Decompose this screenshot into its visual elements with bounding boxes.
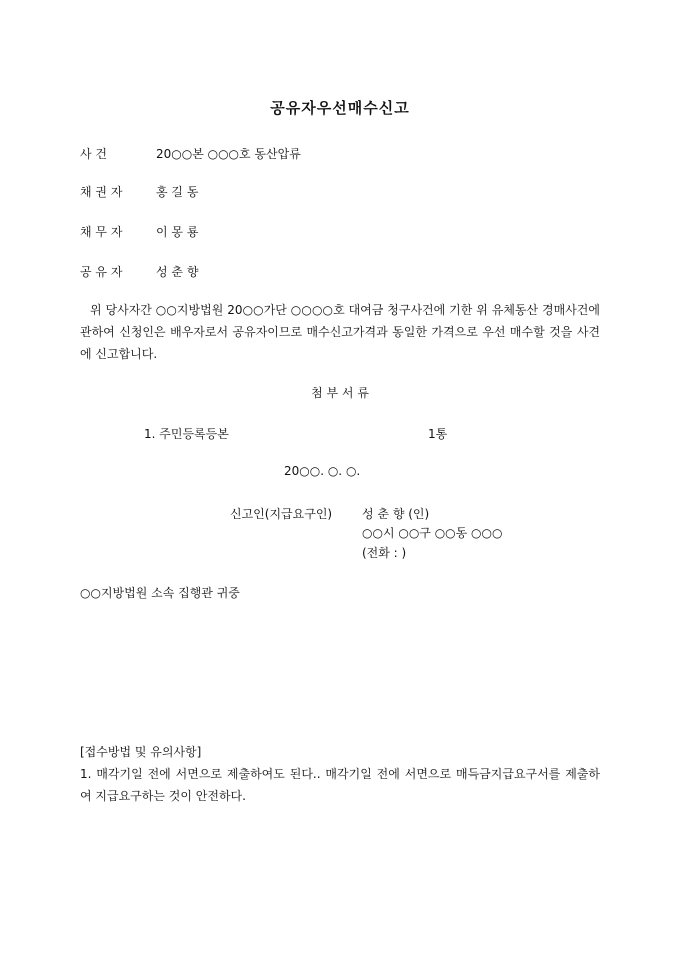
applicant-address: ○○시 ○○구 ○○동 ○○○ — [362, 526, 503, 540]
notes-heading: [접수방법 및 유의사항] — [80, 745, 202, 759]
field-label-co-owner: 공 유 자 — [80, 265, 123, 279]
date-line: 20○○. ○. ○. — [284, 464, 361, 478]
field-value-creditor: 홍 길 동 — [156, 185, 199, 199]
document-title: 공유자우선매수신고 — [270, 99, 410, 117]
field-value-debtor: 이 몽 룡 — [156, 225, 199, 239]
field-label-debtor: 채 무 자 — [80, 225, 123, 239]
recipient-line: ○○지방법원 소속 집행관 귀중 — [80, 586, 240, 600]
applicant-phone: (전화 : ) — [362, 546, 407, 560]
field-label-creditor: 채 권 자 — [80, 185, 123, 199]
notes-text: 1. 매각기일 전에 서면으로 제출하여도 된다.. 매각기일 전에 서면으로 매득금지급요구서를 제출하여 지급요구하는 것이 안전하다. — [80, 767, 600, 803]
field-value-case: 20○○본 ○○○호 동산압류 — [156, 147, 301, 161]
attachments-heading: 첨 부 서 류 — [311, 386, 369, 400]
body-paragraph: 위 당사자간 ○○지방법원 20○○가단 ○○○○호 대여금 청구사건에 기한 위 유체동산 경매사건에 관하여 신청인은 배우자로서 공유자이므로 매수신고가격과 동일한 가격으로 우선 매수할 것을 사견에 신고합니다. — [80, 303, 600, 361]
applicant-label: 신고인(지급요구인) — [230, 507, 333, 521]
attachment-count: 1통 — [428, 427, 448, 441]
field-value-co-owner: 성 춘 향 — [156, 265, 199, 279]
attachment-item: 1. 주민등록등본 — [144, 427, 229, 441]
field-label-case: 사 건 — [80, 147, 107, 161]
applicant-name: 성 춘 향 (인) — [362, 507, 430, 521]
